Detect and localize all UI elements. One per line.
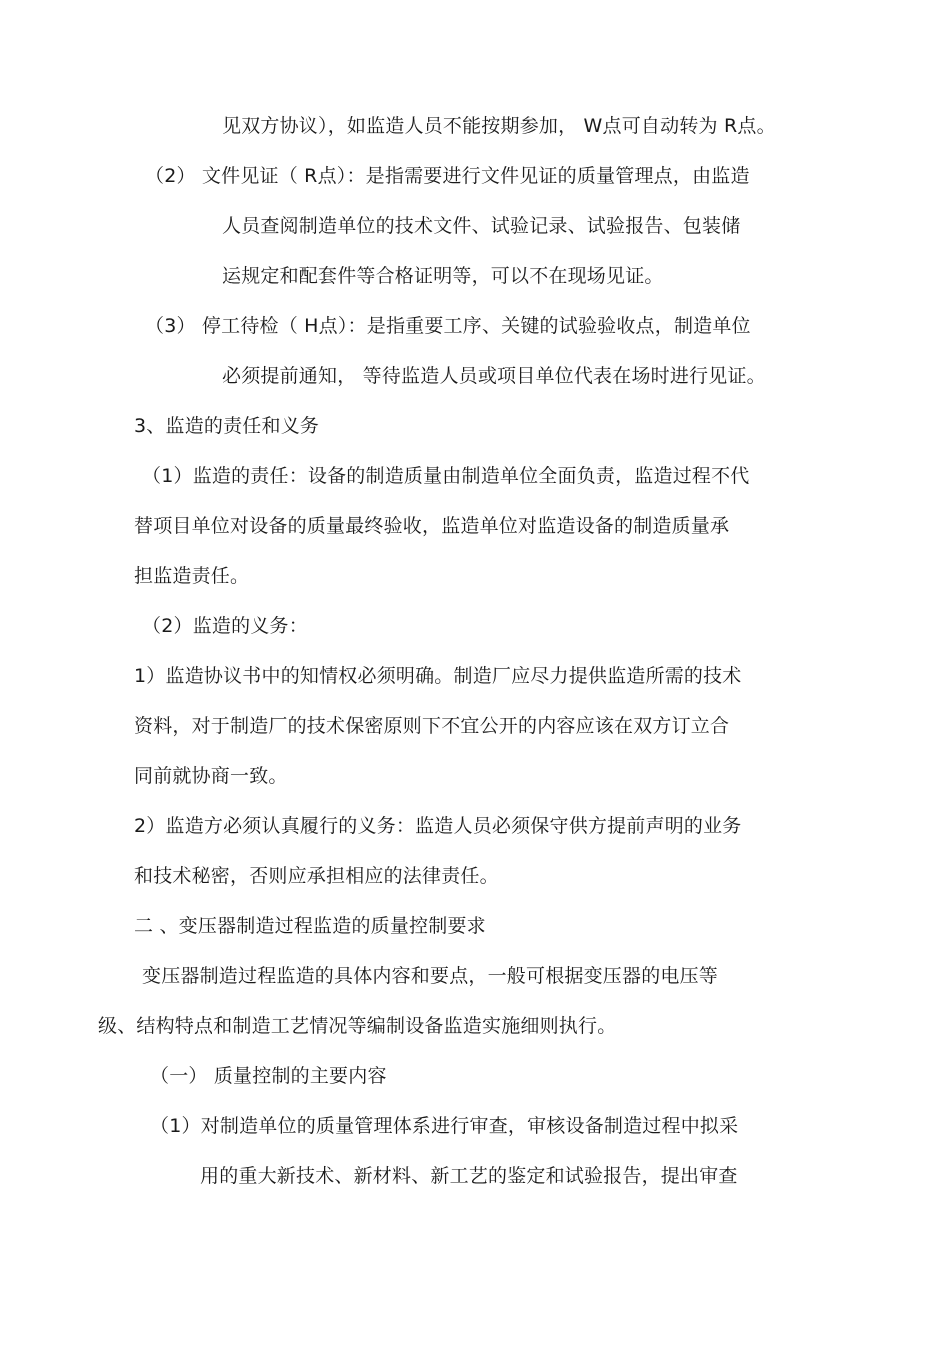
subsection-heading: （一） 质量控制的主要内容	[150, 1065, 387, 1087]
text-line: 见双方协议），如监造人员不能按期参加， W点可自动转为 R点。	[222, 115, 776, 137]
text-line: 资料，对于制造厂的技术保密原则下不宜公开的内容应该在双方订立合	[134, 715, 730, 737]
text-line: 用的重大新技术、新材料、新工艺的鉴定和试验报告，提出审查	[200, 1165, 738, 1187]
text-line: （2） 文件见证（ R点）：是指需要进行文件见证的质量管理点，由监造	[145, 165, 750, 187]
text-line: 替项目单位对设备的质量最终验收，监造单位对监造设备的制造质量承	[134, 515, 730, 537]
text-line: 必须提前通知， 等待监造人员或项目单位代表在场时进行见证。	[222, 365, 766, 387]
text-line: 变压器制造过程监造的具体内容和要点，一般可根据变压器的电压等	[142, 965, 719, 987]
text-line: （3） 停工待检（ H点）：是指重要工序、关键的试验验收点，制造单位	[145, 315, 751, 337]
section-heading: 3、监造的责任和义务	[134, 415, 320, 437]
section-heading: 二 、变压器制造过程监造的质量控制要求	[134, 915, 486, 937]
text-line: 1）监造协议书中的知情权必须明确。制造厂应尽力提供监造所需的技术	[134, 665, 742, 687]
text-line: （1）对制造单位的质量管理体系进行审查，审核设备制造过程中拟采	[150, 1115, 739, 1137]
text-line: 人员查阅制造单位的技术文件、试验记录、试验报告、包装储	[222, 215, 741, 237]
text-line: 担监造责任。	[134, 565, 250, 587]
text-line: 级、结构特点和制造工艺情况等编制设备监造实施细则执行。	[98, 1015, 617, 1037]
text-line: 2）监造方必须认真履行的义务：监造人员必须保守供方提前声明的业务	[134, 815, 742, 837]
text-line: 和技术秘密，否则应承担相应的法律责任。	[134, 865, 499, 887]
text-line: （2）监造的义务：	[142, 615, 308, 637]
text-line: （1）监造的责任：设备的制造质量由制造单位全面负责，监造过程不代	[142, 465, 750, 487]
text-line: 同前就协商一致。	[134, 765, 288, 787]
text-line: 运规定和配套件等合格证明等，可以不在现场见证。	[222, 265, 664, 287]
